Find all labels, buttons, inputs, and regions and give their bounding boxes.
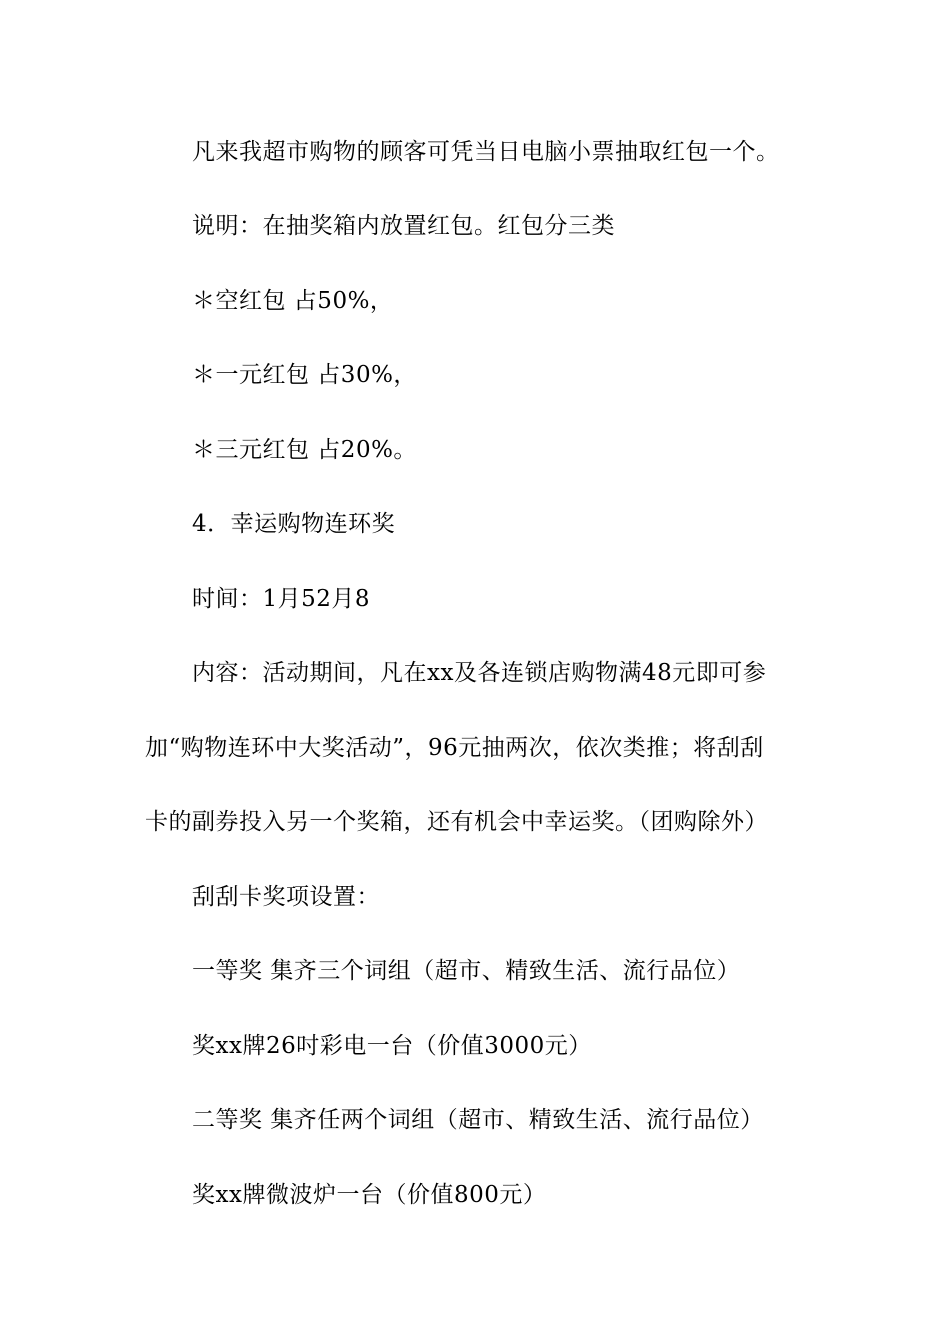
paragraph-red-envelope-intro: 凡来我超市购物的顾客可凭当日电脑小票抽取红包一个。 xyxy=(192,139,780,165)
list-item-empty-envelope: ＊空红包 占50%， xyxy=(192,288,394,314)
paragraph-content-line-1: 内容：活动期间，凡在xx及各连锁店购物满48元即可参 xyxy=(192,660,767,686)
prize-second-condition: 二等奖 集齐任两个词组（超市、精致生活、流行品位） xyxy=(192,1107,764,1133)
prize-second-reward: 奖xx牌微波炉一台（价值800元） xyxy=(192,1182,547,1208)
paragraph-content-line-3: 卡的副券投入另一个奖箱，还有机会中幸运奖。（团购除外） xyxy=(145,809,768,835)
prize-first-condition: 一等奖 集齐三个词组（超市、精致生活、流行品位） xyxy=(192,958,741,984)
prize-first-reward: 奖xx牌26吋彩电一台（价值3000元） xyxy=(192,1033,592,1059)
list-item-one-yuan-envelope: ＊一元红包 占30%， xyxy=(192,362,417,388)
list-item-three-yuan-envelope: ＊三元红包 占20%。 xyxy=(192,437,417,463)
paragraph-content-line-2: 加“购物连环中大奖活动”，96元抽两次，依次类推；将刮刮 xyxy=(145,735,764,761)
paragraph-time: 时间：1月52月8 xyxy=(192,586,371,612)
paragraph-explanation: 说明：在抽奖箱内放置红包。红包分三类 xyxy=(192,213,615,239)
paragraph-scratch-card-heading: 刮刮卡奖项设置： xyxy=(192,884,380,910)
section-heading-lucky-shopping: 4．幸运购物连环奖 xyxy=(192,511,396,537)
